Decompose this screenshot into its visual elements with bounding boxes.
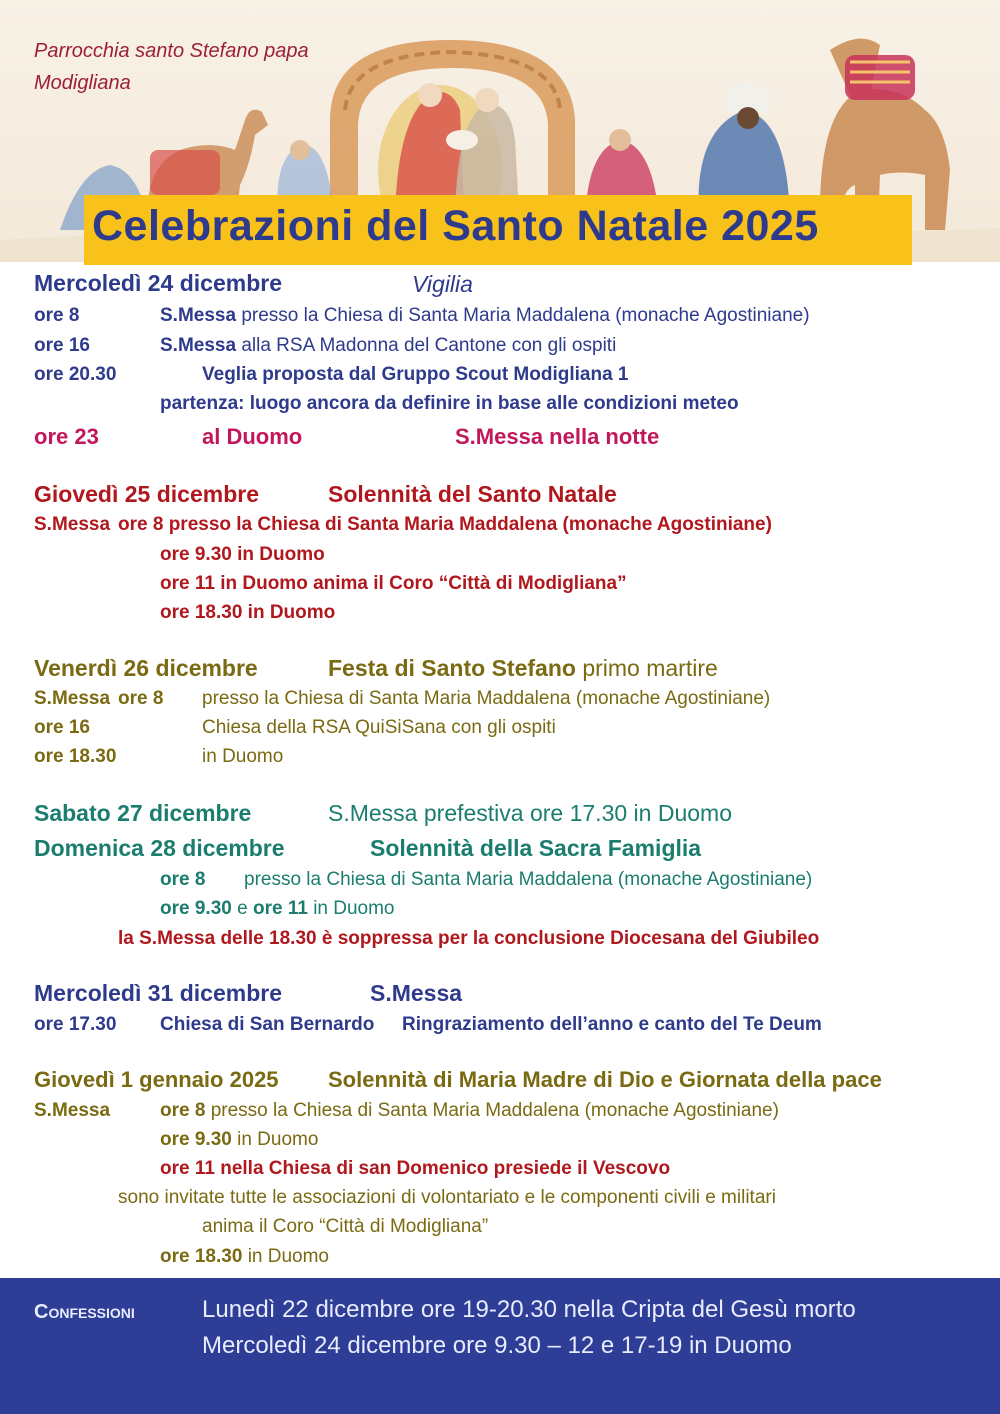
dec25-day: Giovedì 25 dicembre bbox=[34, 481, 259, 507]
dec28-r3-text: la S.Messa delle 18.30 è soppressa per la conclusione Diocesana del Giubileo bbox=[118, 928, 820, 949]
jan1-r5-text: anima il Coro “Città di Modigliana” bbox=[202, 1216, 489, 1237]
dec28-label: Solennità della Sacra Famiglia bbox=[370, 835, 702, 861]
dec25-r2-text: ore 9.30 in Duomo bbox=[160, 544, 325, 565]
dec31-label: S.Messa bbox=[370, 980, 463, 1006]
dec28-r2-text: ore 9.30 e ore 11 in Duomo bbox=[160, 898, 395, 919]
page-title: Celebrazioni del Santo Natale 2025 bbox=[92, 202, 819, 250]
parish-town: Modigliana bbox=[34, 72, 131, 94]
dec26-label: Festa di Santo Stefano primo martire bbox=[328, 655, 718, 681]
dec26-day: Venerdì 26 dicembre bbox=[34, 655, 258, 681]
confessions-line1: Lunedì 22 dicembre ore 19-20.30 nella Cripta del Gesù morto bbox=[202, 1296, 856, 1323]
dec26-r2-time: ore 16 bbox=[34, 717, 90, 738]
dec31-r1-time: ore 17.30 bbox=[34, 1014, 117, 1035]
dec28-day: Domenica 28 dicembre bbox=[34, 835, 285, 861]
dec24-r5-text: S.Messa nella notte bbox=[455, 424, 660, 449]
dec25-label: Solennità del Santo Natale bbox=[328, 481, 617, 507]
dec24-r2-text: S.Messa alla RSA Madonna del Cantone con gli ospiti bbox=[160, 335, 617, 356]
dec24-label: Vigilia bbox=[412, 271, 473, 297]
dec24-r1-time: ore 8 bbox=[34, 305, 80, 326]
dec24-day: Mercoledì 24 dicembre bbox=[34, 270, 282, 296]
dec25-r1-text: ore 8 presso la Chiesa di Santa Maria Maddalena (monache Agostiniane) bbox=[118, 514, 772, 535]
dec27-label: S.Messa prefestiva ore 17.30 in Duomo bbox=[328, 800, 732, 826]
dec24-r2-time: ore 16 bbox=[34, 335, 90, 356]
jan1-r1-text: ore 8 presso la Chiesa di Santa Maria Maddalena (monache Agostiniane) bbox=[160, 1100, 779, 1121]
confessions-label: Confessioni bbox=[34, 1301, 135, 1323]
dec24-r5-time: ore 23 bbox=[34, 424, 99, 449]
jan1-label: Solennità di Maria Madre di Dio e Giornata della pace bbox=[328, 1067, 882, 1092]
dec24-r4-text: partenza: luogo ancora da definire in base alle condizioni meteo bbox=[160, 393, 739, 414]
dec25-r3-text: ore 11 in Duomo anima il Coro “Città di Modigliana” bbox=[160, 573, 627, 594]
parish-name: Parrocchia santo Stefano papa bbox=[34, 40, 309, 62]
jan1-r6-text: ore 18.30 in Duomo bbox=[160, 1246, 330, 1267]
dec26-r1-time: ore 8 bbox=[118, 688, 164, 709]
dec28-r1-time: ore 8 bbox=[160, 869, 206, 890]
dec31-day: Mercoledì 31 dicembre bbox=[34, 980, 282, 1006]
dec31-r1-place: Chiesa di San Bernardo bbox=[160, 1014, 375, 1035]
jan1-r2-text: ore 9.30 in Duomo bbox=[160, 1129, 319, 1150]
dec24-r3-time: ore 20.30 bbox=[34, 364, 117, 385]
dec31-r1-text: Ringraziamento dell’anno e canto del Te Deum bbox=[402, 1014, 822, 1035]
dec24-r3-text: Veglia proposta dal Gruppo Scout Modigliana 1 bbox=[202, 364, 629, 385]
dec28-r1-text: presso la Chiesa di Santa Maria Maddalena (monache Agostiniane) bbox=[244, 869, 813, 890]
jan1-r1-lead: S.Messa bbox=[34, 1100, 111, 1121]
dec26-r2-text: Chiesa della RSA QuiSiSana con gli ospiti bbox=[202, 717, 556, 738]
confessions-line2: Mercoledì 24 dicembre ore 9.30 – 12 e 17-19 in Duomo bbox=[202, 1332, 792, 1359]
dec25-r1-lead: S.Messa bbox=[34, 514, 111, 535]
jan1-day: Giovedì 1 gennaio 2025 bbox=[34, 1067, 279, 1092]
dec26-r3-text: in Duomo bbox=[202, 746, 284, 767]
dec26-r3-time: ore 18.30 bbox=[34, 746, 117, 767]
dec26-r1-lead: S.Messa bbox=[34, 688, 111, 709]
dec25-r4-text: ore 18.30 in Duomo bbox=[160, 602, 336, 623]
dec27-day: Sabato 27 dicembre bbox=[34, 800, 252, 826]
dec26-r1-text: presso la Chiesa di Santa Maria Maddalena (monache Agostiniane) bbox=[202, 688, 771, 709]
jan1-r3-text: ore 11 nella Chiesa di san Domenico presiede il Vescovo bbox=[160, 1158, 671, 1179]
jan1-r4-text: sono invitate tutte le associazioni di volontariato e le componenti civili e militari bbox=[118, 1187, 776, 1208]
dec24-r5-place: al Duomo bbox=[202, 424, 303, 449]
dec24-r1-text: S.Messa presso la Chiesa di Santa Maria Maddalena (monache Agostiniane) bbox=[160, 305, 810, 326]
